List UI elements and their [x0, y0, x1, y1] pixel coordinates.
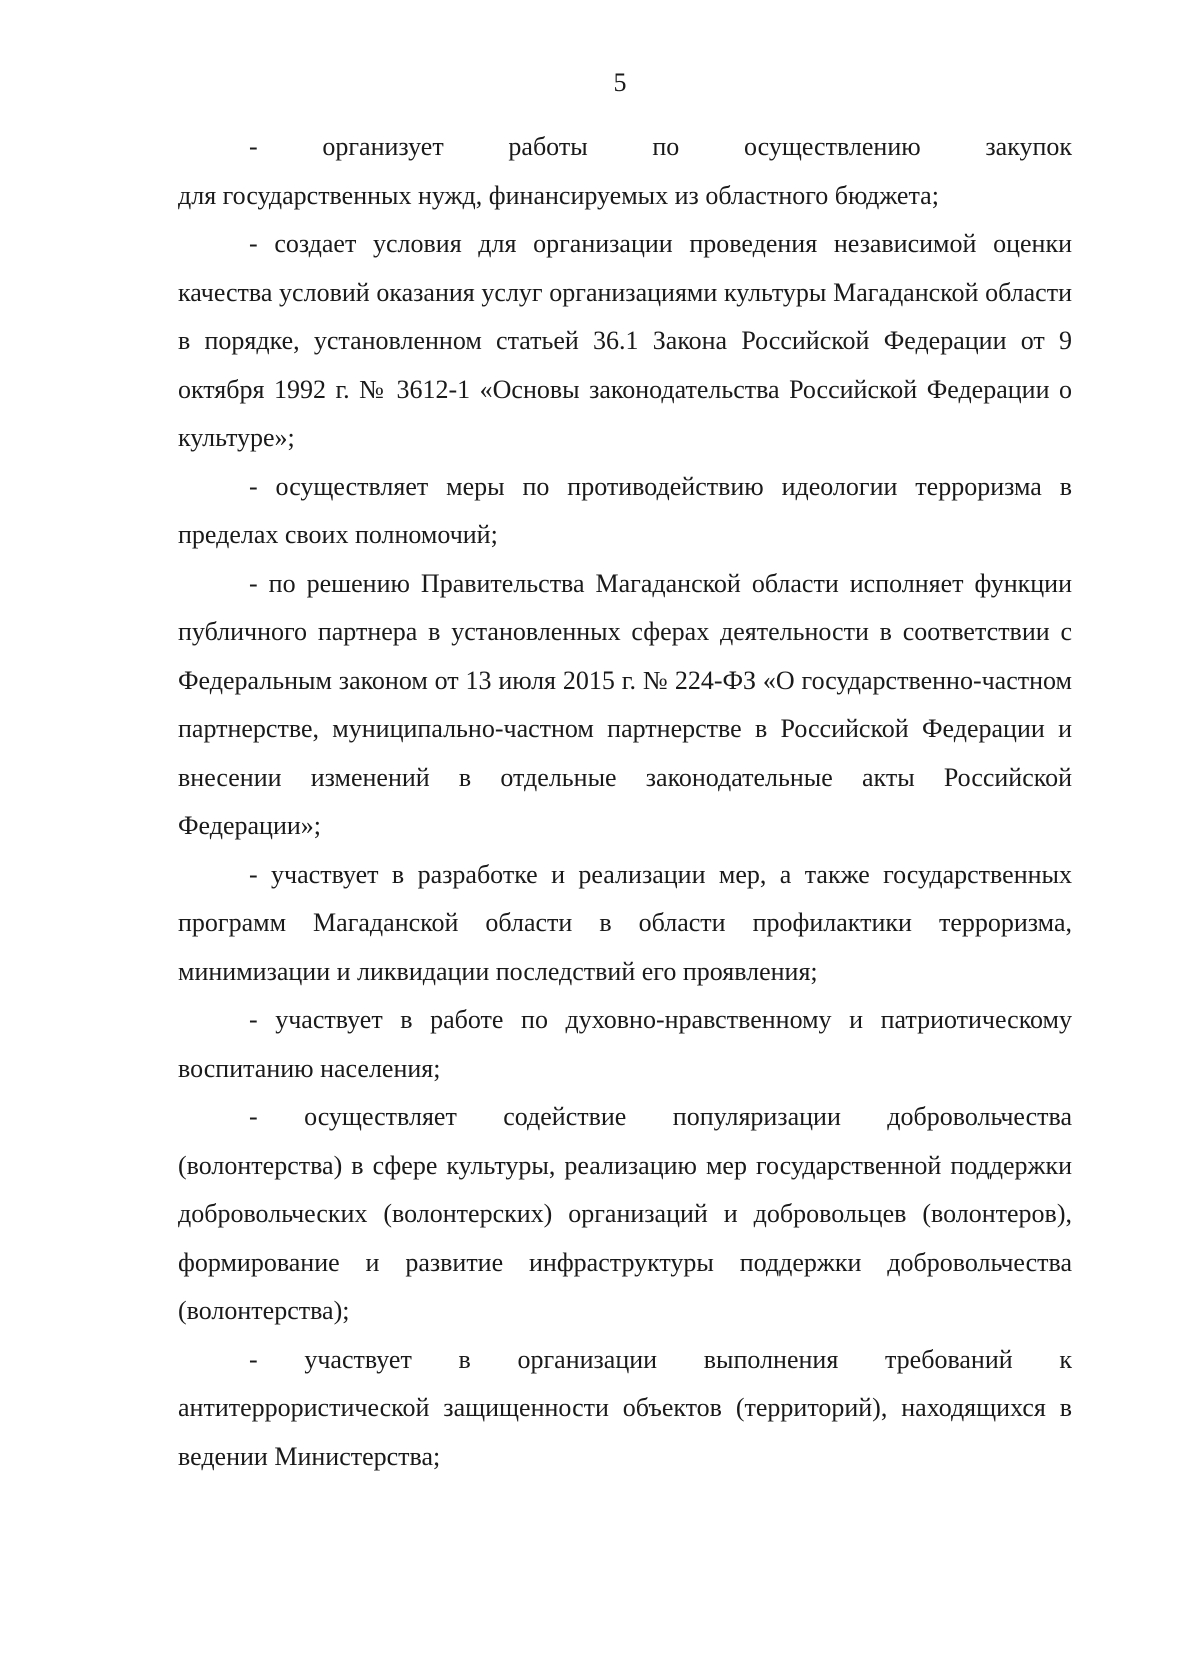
- paragraph-antiterrorist-protection: - участвует в организации выполнения требований к антитеррористической защищенности объектов (территорий), находящихся в ведении Министерства;: [178, 1344, 1072, 1471]
- document-body: [178, 123, 1072, 1481]
- paragraph-volunteering: - осуществляет содействие популяризации добровольчества (волонтерства) в сфере культуры, реализацию мер государственной поддержки добровольческих (волонтерских) организаций и добровольцев (волонтеров), формирование и развитие инфраструктуры поддержки добровольчества (волонтерства);: [178, 1102, 1072, 1325]
- paragraph-independent-assessment: - создает условия для организации проведения независимой оценки качества условий оказания услуг организациями культуры Магаданской области в порядке, установленном статьей 36.1 Закона Российской Федерации от 9 октября 1992 г. № 3612-1 «Основы законодательства Российской Федерации о культуре»;: [178, 229, 1072, 452]
- page-number: 5: [613, 68, 627, 97]
- paragraph-public-partner: - по решению Правительства Магаданской области исполняет функции публичного партнера в установленных сферах деятельности в соответствии с Федеральным законом от 13 июля 2015 г. № 224-ФЗ «О государственно-частном партнерстве, муниципально-частном партнерстве в Российской Федерации и внесении изменений в отдельные законодательные акты Российской Федерации»;: [178, 568, 1072, 840]
- paragraph-procurement-line1: - организует работы по осуществлению закупок: [249, 132, 1072, 161]
- paragraph-counter-terrorism-ideology: - осуществляет меры по противодействию идеологии терроризма в пределах своих полномочий;: [178, 471, 1072, 549]
- paragraph-patriotic-education: - участвует в работе по духовно-нравственному и патриотическому воспитанию населения;: [178, 1005, 1072, 1083]
- paragraph-procurement-line2: для государственных нужд, финансируемых из областного бюджета;: [178, 180, 939, 210]
- paragraph-terrorism-prevention-programs: - участвует в разработке и реализации мер, а также государственных программ Магаданской области в области профилактики терроризма, минимизации и ликвидации последствий его проявления;: [178, 859, 1072, 986]
